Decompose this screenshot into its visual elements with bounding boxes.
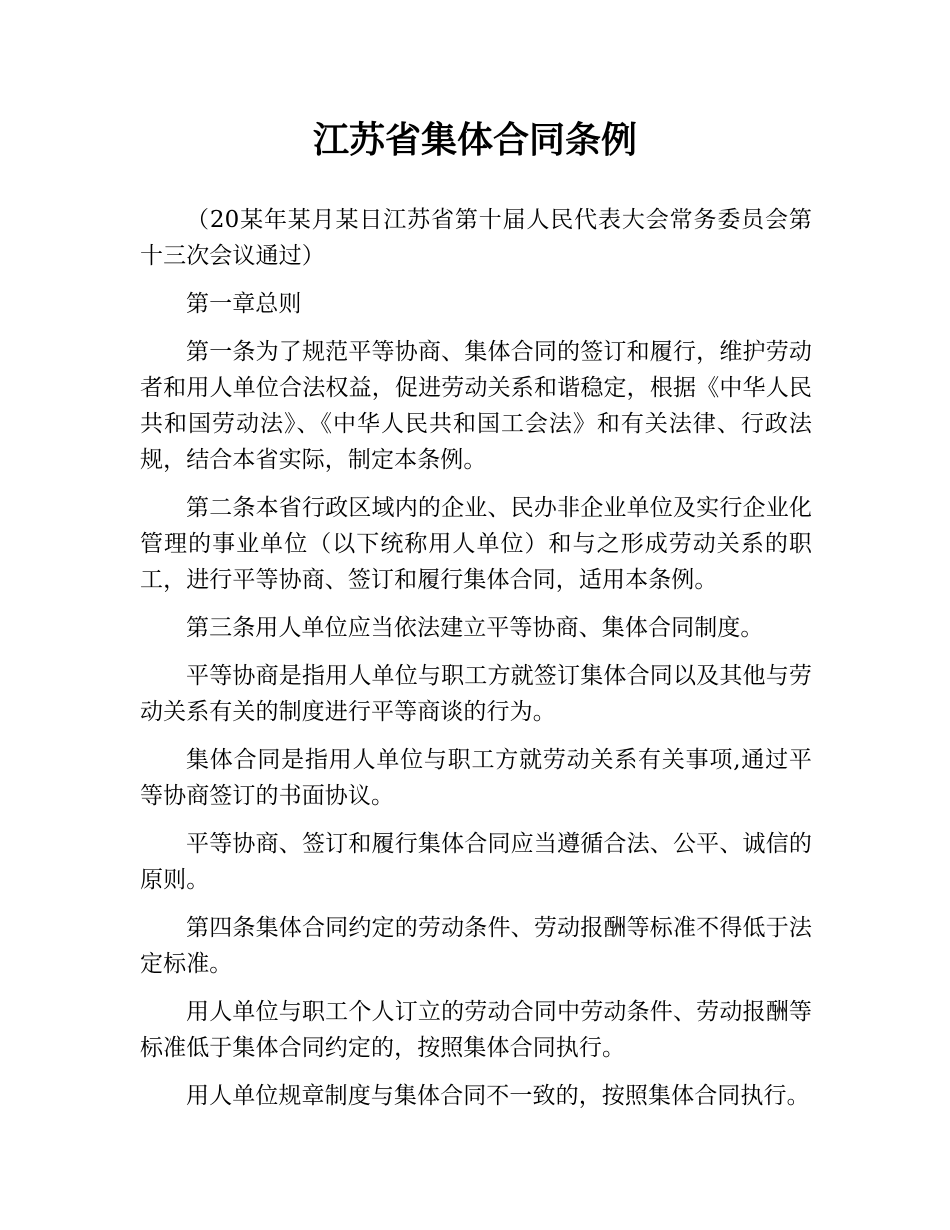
article-paragraph: 用人单位与职工个人订立的劳动合同中劳动条件、劳动报酬等标准低于集体合同约定的，按照集体合同执行。: [140, 999, 812, 1061]
article-paragraph: 第二条本省行政区域内的企业、民办非企业单位及实行企业化管理的事业单位（以下统称用人单位）和与之形成劳动关系的职工，进行平等协商、签订和履行集体合同，适用本条例。: [140, 495, 812, 593]
document-body: [140, 202, 812, 1126]
article-paragraph: 集体合同是指用人单位与职工方就劳动关系有关事项,通过平等协商签订的书面协议。: [140, 747, 812, 809]
article-paragraph: 平等协商是指用人单位与职工方就签订集体合同以及其他与劳动关系有关的制度进行平等商谈的行为。: [140, 663, 812, 725]
article-paragraph: 第三条用人单位应当依法建立平等协商、集体合同制度。: [186, 615, 764, 641]
adoption-note: （20某年某月某日江苏省第十届人民代表大会常务委员会第十三次会议通过）: [140, 207, 812, 269]
article-paragraph: 第四条集体合同约定的劳动条件、劳动报酬等标准不得低于法定标准。: [140, 915, 812, 977]
chapter-heading: 第一章总则: [186, 291, 302, 317]
document-title: 江苏省集体合同条例: [312, 120, 637, 161]
article-paragraph: 第一条为了规范平等协商、集体合同的签订和履行，维护劳动者和用人单位合法权益，促进劳动关系和谐稳定，根据《中华人民共和国劳动法》、《中华人民共和国工会法》和有关法律、行政法规，结合本省实际，制定本条例。: [140, 339, 812, 473]
article-paragraph: 用人单位规章制度与集体合同不一致的，按照集体合同执行。: [186, 1083, 810, 1109]
article-paragraph: 平等协商、签订和履行集体合同应当遵循合法、公平、诚信的原则。: [140, 831, 812, 893]
